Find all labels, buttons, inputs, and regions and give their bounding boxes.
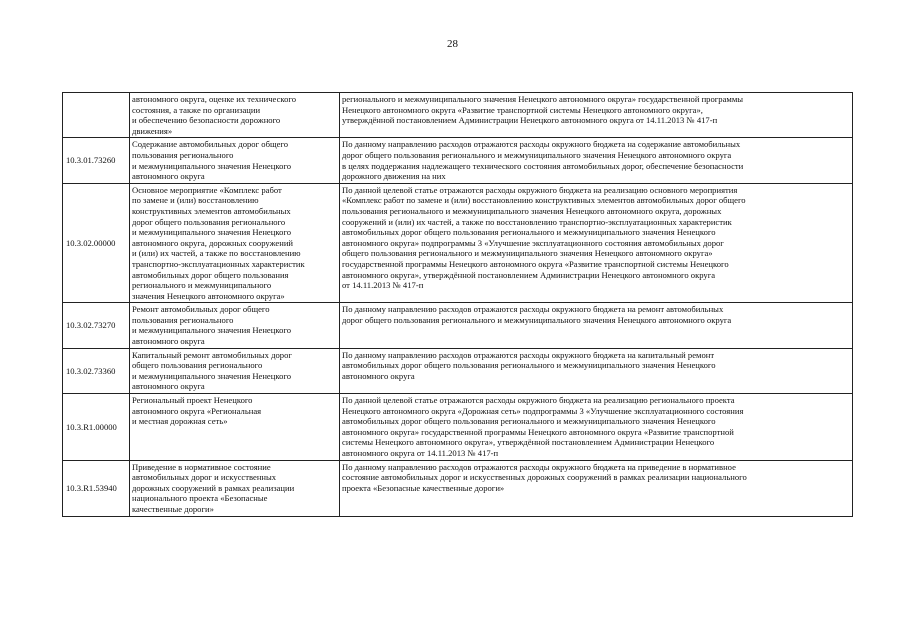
article-name-cell <box>130 394 340 461</box>
article-name-line: автономного округа «Региональная <box>132 405 262 416</box>
article-description-line: По данному направлению расходов отражаются расходы окружного бюджета на содержание автомобильных <box>342 139 741 150</box>
article-description-line: Ненецкого автономного округа «Развитие транспортной системы Ненецкого автономного округа», <box>342 104 703 115</box>
article-description-line: сооружений и (или) их частей, а также по восстановлению транспортно-эксплуатационных характеристик <box>342 216 732 227</box>
article-description-cell <box>340 394 853 461</box>
article-name-line: и межмуниципального значения Ненецкого <box>132 325 291 336</box>
article-description-line: По данному направлению расходов отражаются расходы окружного бюджета на приведение в нормативное <box>342 461 736 472</box>
table-row <box>63 460 853 516</box>
article-name-line: Содержание автомобильных дорог общего <box>132 139 288 150</box>
article-description-line: автономного округа от 14.11.2013 № 417-п <box>342 448 499 458</box>
article-name-cell <box>130 93 340 138</box>
article-name-line: и межмуниципального значения Ненецкого <box>132 227 291 238</box>
article-name-line: и обеспечению безопасности дорожного <box>132 115 281 126</box>
article-description-cell <box>340 138 853 183</box>
article-name-line: Капитальный ремонт автомобильных дорог <box>132 349 292 360</box>
article-name-line: качественные дороги» <box>132 503 214 514</box>
article-name-cell <box>130 183 340 303</box>
article-description-cell <box>340 303 853 348</box>
target-article-code: 10.3.02.00000 <box>63 183 130 303</box>
article-name-line: пользования регионального <box>132 149 234 160</box>
article-description-line: автомобильных дорог общего пользования регионального и межмуниципального значения Ненецкого <box>342 227 716 238</box>
article-name-line: конструктивных элементов автомобильных <box>132 205 291 216</box>
article-name-line: общего пользования регионального <box>132 360 263 371</box>
table-body <box>63 93 853 517</box>
table-row <box>63 183 853 303</box>
article-description-line: автономного округа <box>342 370 415 381</box>
article-description-line: общего пользования регионального и межмуниципального значения Ненецкого автономного округа» <box>342 248 713 259</box>
article-description-line: автомобильных дорог общего пользования регионального и межмуниципального значения Ненецкого <box>342 416 716 427</box>
article-name-line: автономного округа, оценке их технического <box>132 94 297 104</box>
article-name-line: и межмуниципального значения Ненецкого <box>132 160 291 171</box>
article-name-line: дорог общего пользования регионального <box>132 216 286 227</box>
article-name-line: автомобильных дорог общего пользования <box>132 269 289 280</box>
page-number: 28 <box>447 38 458 50</box>
article-name-line: регионального и межмуниципального <box>132 280 272 291</box>
article-description-line: дорог общего пользования регионального и межмуниципального значения Ненецкого автономного округа <box>342 149 732 160</box>
article-name-line: пользования регионального <box>132 314 234 325</box>
article-name-line: и межмуниципального значения Ненецкого <box>132 370 291 381</box>
article-description-line: состояние автомобильных дорог и искусственных дорожных сооружений в рамках реализации национального <box>342 472 747 483</box>
article-name-line: значения Ненецкого автономного округа» <box>132 290 285 301</box>
article-description-line: автономного округа», утверждённой постановлением Администрации Ненецкого автономного округа <box>342 269 716 280</box>
article-name-cell <box>130 460 340 516</box>
article-description-line: «Комплекс работ по замене и (или) восстановлению конструктивных элементов автомобильных дорог общего <box>342 195 746 206</box>
article-name-line: движения» <box>132 125 173 136</box>
article-description-line: По данной целевой статье отражаются расходы окружного бюджета на реализацию основного мероприятия <box>342 184 738 195</box>
article-name-line: автономного округа <box>132 381 205 392</box>
article-description-line: проекта «Безопасные качественные дороги» <box>342 482 505 493</box>
article-name-line: Ремонт автомобильных дорог общего <box>132 304 270 315</box>
target-article-code <box>63 93 130 138</box>
article-name-cell <box>130 138 340 183</box>
table-row <box>63 303 853 348</box>
article-name-cell <box>130 303 340 348</box>
target-article-code: 10.3.01.73260 <box>63 138 130 183</box>
target-article-code: 10.3.R1.53940 <box>63 460 130 516</box>
article-description-line: регионального и межмуниципального значения Ненецкого автономного округа» государственной программы <box>342 94 744 104</box>
article-description-cell <box>340 460 853 516</box>
article-name-line: автономного округа <box>132 171 205 182</box>
article-description-cell <box>340 183 853 303</box>
article-description-line: пользования регионального и межмуниципального значения Ненецкого автономного округа, дорожных <box>342 205 722 216</box>
article-description-line: дорог общего пользования регионального и межмуниципального значения Ненецкого автономного округа <box>342 314 732 325</box>
article-description-line: автономного округа» государственной программы Ненецкого автономного округа «Развитие транспортной <box>342 426 734 437</box>
article-name-line: Основное мероприятие «Комплекс работ <box>132 184 282 195</box>
article-description-line: от 14.11.2013 № 417-п <box>342 280 424 291</box>
article-description-line: Ненецкого автономного округа «Дорожная сеть» подпрограммы 3 «Улучшение эксплуатационного состояния <box>342 405 744 416</box>
article-description-cell <box>340 93 853 138</box>
article-description-line: дорожного движения на них <box>342 171 446 182</box>
article-name-line: и (или) их частей, а также по восстановлению <box>132 248 301 259</box>
article-name-line: национального проекта «Безопасные <box>132 493 268 504</box>
article-description-line: в целях поддержания надлежащего технического состояния автомобильных дорог, обеспечение безопасности <box>342 160 744 171</box>
article-description-line: системы Ненецкого автономного округа», утверждённой постановлением Администрации Ненецкого <box>342 437 715 448</box>
table-row <box>63 93 853 138</box>
table-row <box>63 394 853 461</box>
article-description-line: государственной программы Ненецкого автономного округа «Развитие транспортной системы Ненецкого <box>342 258 729 269</box>
table-row <box>63 138 853 183</box>
article-description-line: По данному направлению расходов отражаются расходы окружного бюджета на капитальный ремонт <box>342 349 715 360</box>
article-name-line: транспортно-эксплуатационных характеристик <box>132 258 305 269</box>
article-description-line: По данному направлению расходов отражаются расходы окружного бюджета на ремонт автомобильных <box>342 304 724 315</box>
article-description-line: автомобильных дорог общего пользования регионального и межмуниципального значения Ненецкого <box>342 360 716 371</box>
article-name-line: состояния, а также по организации <box>132 104 261 115</box>
target-article-code: 10.3.R1.00000 <box>63 394 130 461</box>
article-name-line: автономного округа, дорожных сооружений <box>132 237 294 248</box>
target-article-code: 10.3.02.73270 <box>63 303 130 348</box>
table-row <box>63 348 853 393</box>
article-description-line: утверждённой постановлением Администрации Ненецкого автономного округа от 14.11.2013 № 417-п <box>342 115 718 126</box>
article-name-line: по замене и (или) восстановлению <box>132 195 259 206</box>
article-name-cell <box>130 348 340 393</box>
article-name-line: Региональный проект Ненецкого <box>132 395 253 406</box>
budget-classification-table <box>62 92 853 517</box>
article-name-line: автомобильных дорог и искусственных <box>132 472 277 483</box>
article-name-line: дорожных сооружений в рамках реализации <box>132 482 295 493</box>
article-name-line: автономного округа <box>132 336 205 347</box>
article-name-line: Приведение в нормативное состояние <box>132 461 271 472</box>
article-description-line: По данной целевой статье отражаются расходы окружного бюджета на реализацию регионального проекта <box>342 395 735 406</box>
target-article-code: 10.3.02.73360 <box>63 348 130 393</box>
article-name-line: и местная дорожная сеть» <box>132 416 228 427</box>
article-description-cell <box>340 348 853 393</box>
article-description-line: автономного округа» подпрограммы 3 «Улучшение эксплуатационного состояния автомобильных дорог <box>342 237 724 248</box>
